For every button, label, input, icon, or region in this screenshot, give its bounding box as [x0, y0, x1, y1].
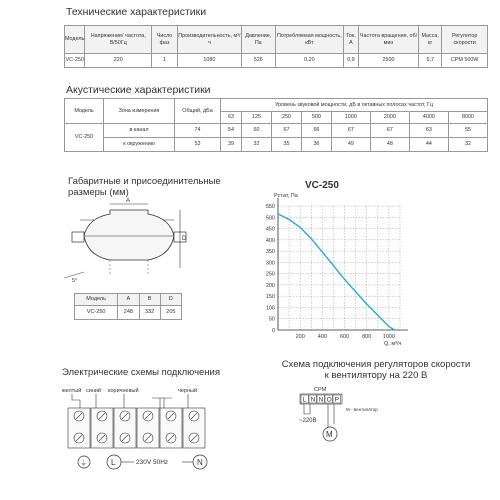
x-tick-label: 600 — [339, 334, 350, 340]
ac-value: 67 — [271, 124, 301, 138]
y-tick-label: 500 — [265, 215, 275, 222]
ac-value: 67 — [331, 124, 370, 138]
reg-supply-label: ~220В — [299, 418, 317, 424]
supply-wires — [304, 404, 310, 414]
tech-table — [64, 25, 488, 68]
x-tick-label: 200 — [295, 334, 305, 340]
y-tick-label: 550 — [265, 204, 275, 210]
y-tick-label: 250 — [265, 271, 275, 278]
y-tick-label: 450 — [265, 226, 275, 233]
ac-band-3: 500 — [301, 112, 331, 124]
regulator-diagram — [290, 384, 400, 450]
ac-zone: в канал — [104, 124, 175, 138]
fan-inlet — [72, 232, 84, 242]
wire-blue-label: синий — [86, 388, 102, 394]
ac-band-2: 250 — [271, 112, 301, 124]
dims-cell-0: VC-250 — [75, 306, 118, 320]
y-tick-label: 100 — [265, 305, 275, 312]
x-tick-label: 1000 — [382, 334, 396, 340]
dims-header-3: D — [160, 294, 181, 306]
cpm-terminal-label: P — [334, 396, 339, 404]
tech-header-7: Частота вращения, об/мин — [358, 26, 418, 54]
wiring-diagram — [60, 384, 220, 500]
ac-band-7: 8000 — [448, 112, 487, 124]
x-tick-label: 800 — [362, 334, 372, 340]
fan-drawing — [62, 196, 192, 288]
ac-band-5: 2000 — [370, 112, 409, 124]
dims-title — [68, 176, 221, 198]
y-tick-label: 200 — [265, 282, 275, 289]
dim-a-label: A — [126, 198, 131, 204]
cpm-terminal-label: N — [318, 396, 324, 404]
tech-header-4: Давление, Па — [241, 26, 275, 54]
ac-band-4: 1000 — [331, 112, 370, 124]
dims-title-line2: размеры (мм) — [68, 187, 129, 198]
ac-value: 44 — [409, 138, 448, 152]
tech-cell-4: 526 — [241, 54, 275, 68]
tech-cell-6: 0,9 — [344, 54, 359, 68]
tech-cell-8: 5,7 — [419, 54, 442, 68]
wire-yellow — [72, 394, 80, 408]
ac-col-bands: Уровень звуковой мощности, дБ в октавных полосах частот, Гц — [221, 99, 488, 112]
acoustic-title: Акустические характеристики — [66, 84, 211, 96]
regulator-title-line2: к вентилятору на 220 В — [324, 370, 428, 381]
cpm-terminal-label: L — [302, 396, 307, 404]
capacitor — [152, 398, 172, 408]
ac-total: 53 — [175, 138, 221, 152]
ac-total: 74 — [175, 124, 221, 138]
ac-zone: к окружению — [104, 138, 175, 152]
pressure-chart — [252, 190, 420, 356]
ac-value: 54 — [221, 124, 242, 138]
y-tick-label: 150 — [265, 294, 275, 301]
ac-band-6: 4000 — [409, 112, 448, 124]
ground-label: ⏚ — [80, 460, 87, 467]
ac-value: 55 — [448, 124, 487, 138]
ac-value: 36 — [301, 138, 331, 152]
tech-title: Технические характеристики — [66, 6, 207, 18]
acoustic-table — [64, 98, 488, 152]
n-label: N — [197, 458, 203, 467]
wiring-title: Электрические схемы подключения — [62, 367, 221, 378]
cpm-label: CPM — [314, 387, 327, 393]
ac-value: 66 — [301, 124, 331, 138]
tech-cell-2: 1 — [152, 54, 178, 68]
tech-header-2: Число фаз — [152, 26, 178, 54]
angle-label: 5° — [72, 278, 78, 284]
supply-label: 230V 50Hz — [136, 459, 169, 466]
dims-header-0: Модель — [75, 294, 118, 306]
ac-value: 49 — [331, 138, 370, 152]
ac-col-model: Модель — [65, 99, 104, 124]
tech-cell-7: 2500 — [358, 54, 418, 68]
cpm-terminal-label: N — [310, 396, 316, 404]
tech-header-3: Производительность, м³/ч — [177, 26, 241, 54]
dims-header-2: B — [139, 294, 160, 306]
terminal-block — [68, 408, 205, 448]
y-tick-label: 300 — [265, 260, 275, 267]
ac-value: 32 — [241, 138, 271, 152]
ac-value: 63 — [409, 124, 448, 138]
ac-value: 35 — [271, 138, 301, 152]
cpm-terminal-label: O — [326, 396, 332, 404]
regulator-title-line1: Схема подключения регуляторов скорости — [281, 359, 471, 370]
tech-header-5: Потребляемая мощность, кВт — [275, 26, 343, 54]
ac-value: 60 — [241, 124, 271, 138]
y-axis-label: Pстат, Па — [274, 193, 298, 199]
dims-cell-1: 248 — [118, 306, 139, 320]
tech-header-6: Ток, А — [344, 26, 359, 54]
dims-title-line1: Габаритные и присоединительные — [68, 176, 221, 187]
tech-header-0: Модель — [65, 26, 85, 54]
wire-yellow-label: желтый — [62, 388, 82, 394]
wire-brown-label: коричневый — [108, 388, 139, 394]
ac-col-zone: Зона измерения — [104, 99, 175, 124]
motor-wires — [328, 404, 334, 428]
dims-cell-2: 332 — [139, 306, 160, 320]
pressure-curve — [278, 214, 395, 330]
wire-black-label: черный — [178, 388, 198, 394]
ac-band-1: 125 — [241, 112, 271, 124]
dims-cell-3: 205 — [160, 306, 181, 320]
x-axis-label: Q, м³/ч — [384, 341, 402, 347]
tech-header-1: Напряжение/ частота, В/50Гц — [85, 26, 152, 54]
x-tick-label: 400 — [317, 334, 327, 340]
tech-cell-1: 220 — [85, 54, 152, 68]
ac-value: 39 — [221, 138, 242, 152]
y-tick-label: 350 — [265, 249, 275, 256]
dims-header-1: A — [118, 294, 139, 306]
l-label: L — [111, 458, 116, 467]
y-tick-label: 400 — [265, 237, 275, 244]
tech-cell-3: 1080 — [177, 54, 241, 68]
tech-header-8: Масса, кг — [419, 26, 442, 54]
ac-band-0: 63 — [221, 112, 242, 124]
ac-model: VC-250 — [65, 124, 104, 152]
tech-header-9: Регулятор скорости — [442, 26, 488, 54]
tech-cell-5: 0,20 — [275, 54, 343, 68]
regulator-title — [258, 359, 494, 381]
dims-table — [74, 293, 182, 320]
tech-cell-0: VC-250 — [65, 54, 85, 68]
fan-body — [84, 210, 174, 260]
dim-d-label: D — [182, 236, 187, 242]
chart-title: VC-250 — [305, 180, 339, 191]
y-tick-label: 0 — [271, 328, 275, 334]
motor-label: M — [326, 430, 333, 439]
ac-col-total: Общий, дБа — [175, 99, 221, 124]
fan-note: M - вентилятор — [346, 407, 378, 412]
ac-value: 32 — [448, 138, 487, 152]
y-tick-label: 50 — [268, 316, 275, 323]
ac-value: 48 — [370, 138, 409, 152]
tech-cell-9: CPM 500W — [442, 54, 488, 68]
cpm-terminals — [301, 395, 341, 404]
ac-value: 67 — [370, 124, 409, 138]
